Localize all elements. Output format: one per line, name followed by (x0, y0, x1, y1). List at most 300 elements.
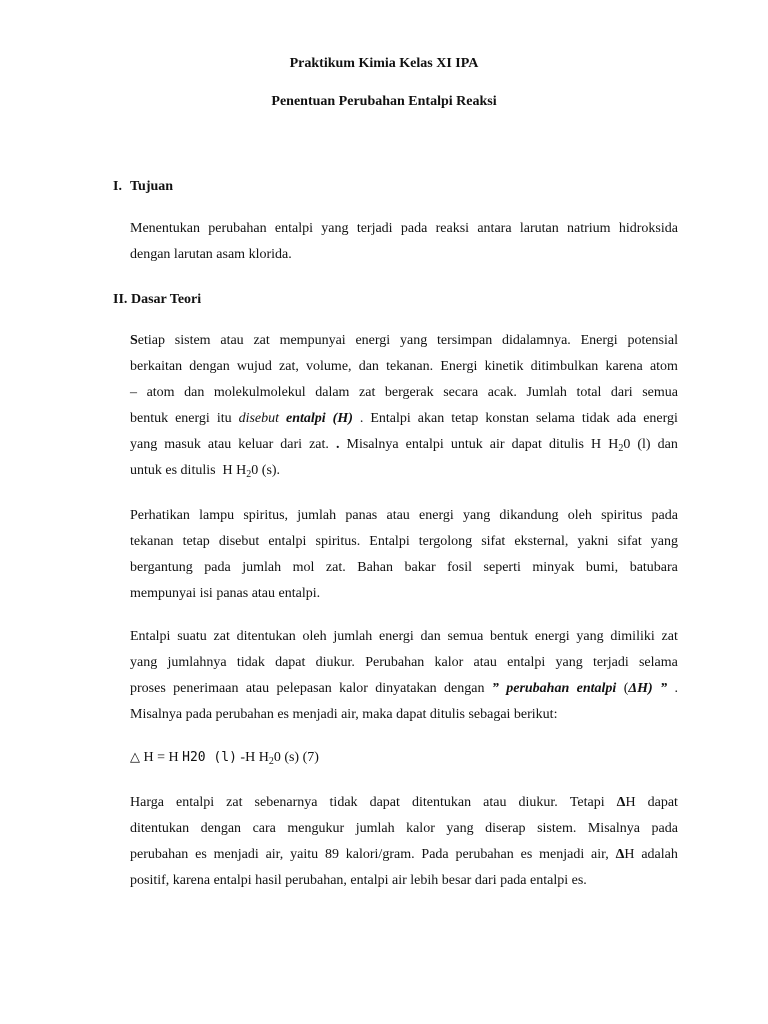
word (570, 795, 605, 821)
word: tekanan. (386, 359, 434, 374)
word: secara (443, 385, 479, 400)
monospace-run: H20 (l) (182, 750, 237, 765)
text-run: tidak (329, 795, 358, 810)
text-run: 89 (324, 847, 339, 862)
text-line (130, 359, 678, 385)
word (421, 847, 448, 873)
word: atau (220, 333, 244, 348)
word: dan (420, 629, 441, 644)
word: sistem. (537, 821, 577, 836)
text-run: yang (130, 437, 158, 452)
word (286, 411, 326, 437)
text-run: entalpi (405, 437, 444, 452)
equation (130, 750, 678, 776)
word: kalor (406, 821, 435, 836)
word: bakar (404, 560, 436, 575)
word: zat (359, 385, 376, 400)
section-heading-dasar-teori (113, 292, 201, 308)
bold-italic-run: ” (660, 681, 668, 696)
word: volume, (306, 359, 352, 374)
word: dari (610, 385, 633, 400)
text-line (130, 463, 678, 489)
text-run: 0 (623, 437, 631, 452)
text-run: H (625, 795, 636, 810)
delta-icon: △ (130, 750, 140, 765)
word: disebut (218, 534, 260, 549)
word: yang (446, 821, 474, 836)
word: tetap (182, 534, 210, 549)
word (238, 437, 273, 463)
word: sistem (174, 333, 211, 348)
word: semua (447, 629, 484, 644)
word (347, 437, 399, 463)
paragraph-dasar-teori-1 (130, 333, 678, 489)
word (370, 795, 400, 821)
word: tersimpan (436, 333, 493, 348)
word: mengukur (287, 821, 345, 836)
word: zat (253, 333, 270, 348)
word: Perhatikan (130, 508, 190, 523)
word (616, 847, 635, 873)
word: dikandung (499, 508, 559, 523)
word: cara (252, 821, 276, 836)
word: energi (419, 508, 454, 523)
word: bentuk (490, 629, 529, 644)
text-run: air (489, 437, 505, 452)
paragraph-tujuan (130, 221, 678, 273)
text-run: Misalnya (346, 437, 399, 452)
word: perubahan (208, 221, 267, 236)
text-run: untuk (450, 437, 483, 452)
word (176, 795, 214, 821)
text-line: Misalnya pada perubahan es menjadi air, maka dapat ditulis sebagai berikut: (130, 707, 558, 722)
word (643, 411, 678, 437)
text-run: dan (657, 437, 678, 452)
word: zat (661, 629, 678, 644)
text-run: 0 (s). (251, 463, 281, 478)
text-run: zat (226, 795, 243, 810)
text-run: dapat (369, 795, 400, 810)
text-line (130, 847, 678, 873)
text-run: menjadi (213, 847, 259, 862)
word (195, 847, 207, 873)
word (549, 437, 584, 463)
text-run: dapat (511, 437, 542, 452)
text-run: selama (535, 411, 575, 426)
text-run: H (608, 437, 619, 452)
bold-italic-term: (H) (332, 411, 353, 426)
word: bergantung (130, 560, 193, 575)
text-run: air, (265, 847, 284, 862)
word: energi (355, 333, 391, 348)
word: ditentukan (236, 629, 296, 644)
text-run: H (591, 437, 602, 452)
delta-symbol: Δ (616, 795, 626, 810)
word: total (576, 385, 602, 400)
word: energi (379, 629, 414, 644)
word: pada (400, 221, 428, 236)
word: oleh (567, 508, 592, 523)
text-line (130, 508, 678, 534)
word (226, 795, 242, 821)
text-line (130, 681, 678, 707)
text-line (130, 221, 678, 247)
word (641, 847, 678, 873)
word (130, 437, 157, 463)
text-line: dengan larutan asam klorida. (130, 247, 292, 262)
word (266, 847, 284, 873)
word: pada (651, 821, 678, 836)
word (130, 795, 164, 821)
text-run: atau (207, 437, 232, 452)
word (214, 847, 259, 873)
text-run: Harga (130, 795, 164, 810)
text-run: perubahan (455, 847, 514, 862)
word (309, 437, 329, 463)
delta-h-symbol: ΔH (628, 681, 649, 696)
justified-line (130, 333, 678, 349)
word: jumlahnya (167, 655, 227, 670)
text-run: . (359, 411, 364, 426)
text-run: perubahan (130, 847, 189, 862)
text-run: (l) (637, 437, 651, 452)
word (164, 437, 201, 463)
word: reaksi (435, 221, 470, 236)
word (490, 437, 505, 463)
word: pada (204, 560, 231, 575)
word: panas (345, 508, 378, 523)
document-title: Praktikum Kimia Kelas XI IPA (289, 56, 479, 71)
word: mol (292, 560, 315, 575)
word: acak. (487, 385, 517, 400)
word (255, 795, 318, 821)
word: yakni (577, 534, 609, 549)
paragraph-dasar-teori-3 (130, 629, 678, 733)
bold-italic-term: ” (491, 681, 499, 696)
word: entalpi (274, 221, 313, 236)
text-run: konstan (485, 411, 529, 426)
text-run: masuk (164, 437, 201, 452)
text-line (130, 534, 678, 560)
text-run: dari (280, 437, 303, 452)
word (451, 437, 483, 463)
word: jumlah (355, 821, 395, 836)
word: yang (650, 534, 678, 549)
word: Menentukan (130, 221, 200, 236)
text-run: air, (591, 847, 609, 862)
word (325, 847, 339, 873)
text-line: positif, karena entalpi hasil perubahan, entalpi air lebih besar dari pada entalpi es. (130, 873, 587, 888)
section-number: II. (113, 292, 128, 307)
text-run: entalpi (176, 795, 215, 810)
subscript: 2 (618, 443, 624, 454)
word (239, 411, 279, 437)
word: tergolong (418, 534, 473, 549)
section-number: I. (113, 179, 122, 194)
word (217, 411, 232, 437)
word (519, 795, 558, 821)
word (512, 437, 542, 463)
word (591, 437, 601, 463)
word: antara (477, 221, 512, 236)
word: lampu (199, 508, 235, 523)
text-run: yaitu (290, 847, 319, 862)
word: zat, (279, 359, 299, 374)
word (330, 795, 358, 821)
text-run: kalori/gram. (345, 847, 415, 862)
text-line (130, 437, 678, 463)
word: bumi, (585, 560, 619, 575)
word: – (130, 385, 137, 400)
word: ditentukan (130, 821, 190, 836)
text-run: tidak (581, 411, 610, 426)
bold-italic-term: perubahan (506, 681, 570, 696)
word: spiritus (601, 508, 643, 523)
paragraph-dasar-teori-2 (130, 508, 678, 612)
text-run: adalah (641, 847, 678, 862)
word: tekanan (130, 534, 174, 549)
word: kalor (434, 655, 464, 670)
text-run: energi (175, 411, 210, 426)
word: atom (649, 359, 678, 374)
text-line (130, 795, 678, 821)
text-run: sebenarnya (254, 795, 318, 810)
word: fosil (447, 560, 473, 575)
word: selama (638, 655, 678, 670)
word: dan (358, 359, 379, 374)
word: jumlah (242, 560, 282, 575)
word (208, 437, 231, 463)
word (608, 437, 630, 463)
word (485, 411, 529, 437)
word (521, 847, 533, 873)
bold-run: . (335, 437, 340, 452)
word (246, 681, 269, 707)
word: seperti (483, 560, 521, 575)
word: mempunyai (279, 333, 346, 348)
word: dan (184, 385, 205, 400)
word (333, 411, 353, 437)
word: diserap (485, 821, 526, 836)
word: dengan (200, 821, 242, 836)
word: diukur. (315, 655, 355, 670)
text-run: Pada (421, 847, 449, 862)
word: karena (605, 359, 643, 374)
text-run: diukur. (518, 795, 558, 810)
word: terjadi (356, 221, 393, 236)
word (370, 411, 410, 437)
word (130, 847, 188, 873)
text-run: keluar (238, 437, 274, 452)
word (624, 681, 653, 707)
word: potensial (627, 333, 678, 348)
word (591, 847, 609, 873)
word (173, 681, 238, 707)
word: Entalpi (130, 629, 171, 644)
word: yang (321, 221, 349, 236)
word: terjadi (592, 655, 629, 670)
word: Jumlah (526, 385, 567, 400)
text-run: H (624, 847, 635, 862)
word: didalamnya. (501, 333, 571, 348)
word (339, 681, 368, 707)
word (346, 847, 415, 873)
word (451, 411, 478, 437)
section-title: Tujuan (130, 179, 174, 194)
bold-italic-term: entalpi (576, 681, 617, 696)
word (412, 795, 471, 821)
word: dapat (275, 655, 306, 670)
word: dengan (189, 359, 230, 374)
word: atau (386, 508, 410, 523)
text-run: 0 (s) (7) (273, 750, 319, 765)
word: hidroksida (618, 221, 678, 236)
word (506, 681, 569, 707)
text-run: ditentukan (411, 795, 472, 810)
word: sifat (617, 534, 642, 549)
word: bergerak (384, 385, 434, 400)
word (577, 681, 617, 707)
word (360, 411, 364, 437)
word (455, 847, 513, 873)
text-line: mempunyai isi panas atau entalpi. (130, 586, 321, 601)
word: spiritus, (243, 508, 289, 523)
word: Entalpi (369, 534, 410, 549)
word: minyak (532, 560, 575, 575)
word (483, 795, 506, 821)
word: dimiliki (610, 629, 655, 644)
bold-italic-term: entalpi (286, 411, 326, 426)
word: batubara (629, 560, 678, 575)
word (406, 437, 444, 463)
text-run: pelepasan (276, 681, 332, 696)
word: larutan (519, 221, 559, 236)
word (418, 411, 444, 437)
text-line (130, 655, 678, 681)
text-run: dapat (647, 795, 678, 810)
section-title: Dasar Teori (131, 292, 202, 307)
text-line (130, 629, 678, 655)
word: yang (462, 508, 491, 523)
word (130, 681, 166, 707)
word: zat. (325, 560, 346, 575)
word: yang (576, 629, 604, 644)
text-run: tetap (451, 411, 479, 426)
text-run: dengan (444, 681, 485, 696)
word: yang (555, 655, 583, 670)
word: Perubahan (365, 655, 425, 670)
word: zat (213, 629, 230, 644)
word (336, 437, 340, 463)
word: entalpi (268, 534, 307, 549)
text-run: ada (616, 411, 637, 426)
text-run: . (674, 681, 678, 696)
equation-line (130, 750, 678, 776)
word: tidak (236, 655, 265, 670)
word: atau (473, 655, 497, 670)
text-run: akan (417, 411, 445, 426)
paragraph-dasar-teori-4 (130, 795, 678, 899)
text-run: -H H (236, 750, 269, 765)
word (617, 411, 636, 437)
word: jumlah (333, 629, 373, 644)
word: energi (534, 629, 570, 644)
text-run: energi (643, 411, 678, 426)
word: atom (146, 385, 175, 400)
word: suatu (177, 629, 207, 644)
text-line (130, 385, 678, 411)
text-run: proses (130, 681, 166, 696)
word: Energi (580, 333, 618, 348)
word: berkaitan (130, 359, 183, 374)
subscript: 2 (268, 756, 274, 767)
text-run: ditulis (548, 437, 584, 452)
text-run: zat. (309, 437, 329, 452)
text-run: es (520, 847, 533, 862)
word (290, 847, 318, 873)
word: sifat (481, 534, 506, 549)
text-run: menjadi (539, 847, 585, 862)
word (130, 411, 168, 437)
text-run: atau (245, 681, 270, 696)
word: eksternal, (514, 534, 569, 549)
word: yang (399, 333, 428, 348)
word (660, 681, 667, 707)
word: pada (651, 508, 678, 523)
word: semua (642, 385, 678, 400)
text-run: bentuk (130, 411, 169, 426)
text-run: kalor (339, 681, 368, 696)
text-line (130, 560, 678, 586)
word: jumlah (297, 508, 337, 523)
word (492, 681, 499, 707)
subscript: 2 (246, 469, 252, 480)
word (375, 681, 436, 707)
word: oleh (302, 629, 327, 644)
word: Energi (440, 359, 478, 374)
word: molekulmolekul (213, 385, 306, 400)
word (582, 411, 610, 437)
text-line (130, 411, 678, 437)
word (674, 681, 678, 707)
word: entalpi (507, 655, 546, 670)
text-run: es (195, 847, 207, 862)
italic-run: disebut (238, 411, 280, 426)
word (444, 681, 484, 707)
text-line (130, 821, 678, 847)
word: kinetik (484, 359, 524, 374)
text-run: untuk es ditulis H H (130, 463, 247, 478)
text-run: dinyatakan (375, 681, 437, 696)
word (175, 411, 210, 437)
word: Setiap (130, 333, 166, 348)
word (648, 795, 678, 821)
text-run: H = H (140, 750, 183, 765)
word: spiritus. (315, 534, 361, 549)
word (539, 847, 584, 873)
text-run: itu (216, 411, 232, 426)
text-run: ( (623, 681, 629, 696)
text-run: Entalpi (370, 411, 411, 426)
word (617, 795, 636, 821)
delta-symbol: Δ (615, 847, 625, 862)
text-run: atau (483, 795, 507, 810)
text-run: Tetapi (569, 795, 605, 810)
word (280, 437, 302, 463)
section-heading-tujuan (113, 179, 173, 195)
text-line (130, 333, 678, 359)
word: wujud (236, 359, 272, 374)
